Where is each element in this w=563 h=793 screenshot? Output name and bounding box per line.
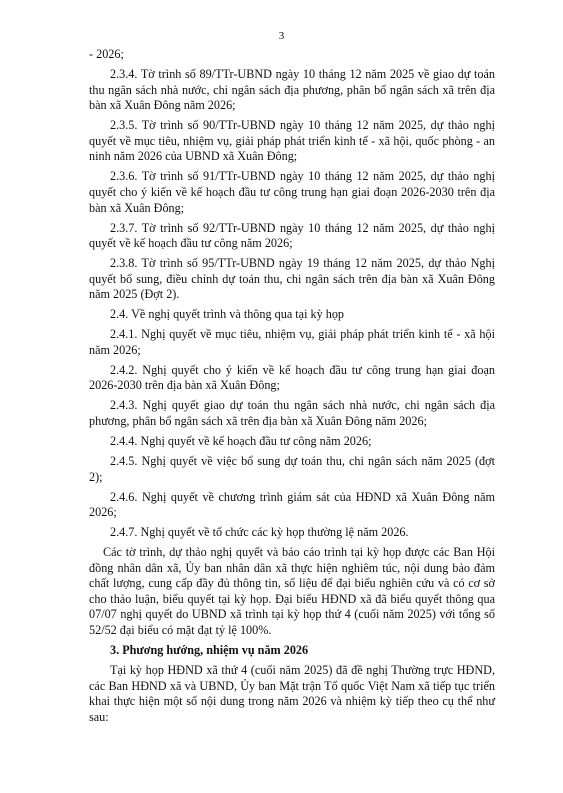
paragraph: 2.3.6. Tờ trình số 91/TTr-UBND ngày 10 tháng 12 năm 2025, dự thảo nghị quyết cho ý kiến về kế hoạch đầu tư công trung hạn giai đoạn 2026-2030 trên địa bàn xã Xuân Đông; xyxy=(89,169,495,215)
paragraph: 2.4.3. Nghị quyết giao dự toán thu ngân sách nhà nước, chi ngân sách địa phương, phân bổ ngân sách xã trên địa bàn xã Xuân Đông năm 2026; xyxy=(89,398,495,428)
paragraph: Các tờ trình, dự thảo nghị quyết và báo cáo trình tại kỳ họp được các Ban Hội đồng nhân dân xã, Ủy ban nhân dân xã thực hiện nghiêm túc, nội dung bảo đảm chất lượng, cung cấp đầy đủ thông tin, số liệu để đại biểu nghiên cứu và có cơ sở cho thảo luận, biểu quyết tại kỳ họp. Đại biểu HĐND xã đã biểu quyết thông qua 07/07 nghị quyết do UBND xã trình tại kỳ họp thứ 4 (cuối năm 2025) với tổng số 52/52 đại biểu có mặt đạt tỷ lệ 100%. xyxy=(89,545,495,638)
paragraph: 2.3.8. Tờ trình số 95/TTr-UBND ngày 19 tháng 12 năm 2025, dự thảo Nghị quyết bổ sung, điều chỉnh dự toán thu, chi ngân sách trên địa bàn xã Xuân Đông năm 2025 (Đợt 2). xyxy=(89,256,495,302)
paragraph: - 2026; xyxy=(89,47,124,61)
paragraph: Tại kỳ họp HĐND xã thứ 4 (cuối năm 2025) đã đề nghị Thường trực HĐND, các Ban HĐND xã và UBND, Ủy ban Mặt trận Tổ quốc Việt Nam xã tiếp tục triển khai thực hiện một số nội dung trong năm 2026 và nhiệm kỳ tiếp theo cụ thể như sau: xyxy=(89,663,495,724)
paragraph: 2.4.2. Nghị quyết cho ý kiến về kế hoạch đầu tư công trung hạn giai đoạn 2026-2030 trên địa bàn xã Xuân Đông; xyxy=(89,362,495,393)
paragraph: 2.4.6. Nghị quyết về chương trình giám sát của HĐND xã Xuân Đông năm 2026; xyxy=(89,489,495,520)
paragraph: 2.4. Về nghị quyết trình và thông qua tại kỳ họp xyxy=(110,307,345,322)
page-number: 3 xyxy=(278,30,285,42)
paragraph: 2.3.4. Tờ trình số 89/TTr-UBND ngày 10 tháng 12 năm 2025 về giao dự toán thu ngân sách nhà nước, chi ngân sách địa phương, phân bổ ngân sách xã trên địa bàn xã Xuân Đông năm 2026; xyxy=(89,66,495,113)
paragraph: 2.3.7. Tờ trình số 92/TTr-UBND ngày 10 tháng 12 năm 2025, dự thảo nghị quyết về kế hoạch đầu tư công năm 2026; xyxy=(89,220,495,251)
section-heading: 3. Phương hướng, nhiệm vụ năm 2026 xyxy=(110,643,309,658)
paragraph: 2.4.1. Nghị quyết về mục tiêu, nhiệm vụ, giải pháp phát triển kinh tế - xã hội năm 2026; xyxy=(89,327,495,357)
document-body xyxy=(89,47,495,730)
paragraph: 2.4.5. Nghị quyết về việc bổ sung dự toán thu, chi ngân sách năm 2025 (đợt 2); xyxy=(89,453,495,484)
paragraph: 2.4.7. Nghị quyết về tổ chức các kỳ họp thường lệ năm 2026. xyxy=(110,525,409,540)
paragraph: 2.4.4. Nghị quyết về kế hoạch đầu tư công năm 2026; xyxy=(110,433,372,448)
paragraph: 2.3.5. Tờ trình số 90/TTr-UBND ngày 10 tháng 12 năm 2025, dự thảo nghị quyết về mục tiêu, nhiệm vụ, giải pháp phát triển kinh tế - xã hội, quốc phòng - an ninh năm 2026 của UBND xã Xuân Đông; xyxy=(89,118,495,164)
